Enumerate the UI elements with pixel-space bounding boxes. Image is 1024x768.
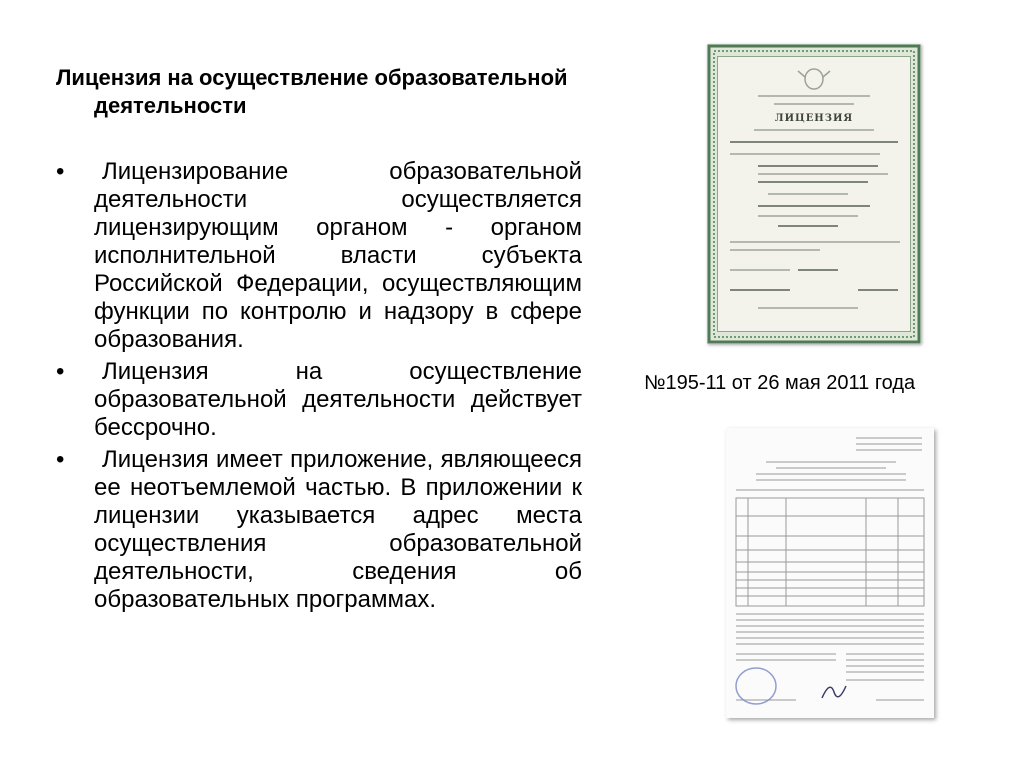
bullet-item <box>56 358 582 442</box>
stamp-icon <box>736 668 776 704</box>
bullet-item <box>56 446 582 614</box>
certificate-heading: ЛИЦЕНЗИЯ <box>774 113 854 124</box>
license-appendix-image <box>726 428 934 718</box>
slide-title: Лицензия на осуществление образовательной деятельности <box>56 65 568 118</box>
license-certificate-image <box>707 44 921 344</box>
bullet-marker: • <box>56 446 65 473</box>
bullet-marker: • <box>56 358 65 385</box>
bullet-text: Лицензия имеет приложение, являющееся ее неотъемлемой частью. В приложении к лицензии указывается адрес места осуществления образовательной деятельности, сведения об образовательных программах. <box>94 446 582 613</box>
bullet-text: Лицензия на осуществление образовательной деятельности действует бессрочно. <box>94 358 582 441</box>
signature-icon <box>822 686 846 698</box>
bullet-marker: • <box>56 158 65 185</box>
appendix-table-sketch <box>726 428 934 718</box>
bullet-text: Лицензирование образовательной деятельности осуществляется лицензирующим органом - органом исполнительной власти субъекта Российской Федерации, осуществляющим функции по контролю и надзору в сфере образования. <box>94 158 582 353</box>
certificate-paper <box>717 56 911 332</box>
license-number-caption: №195-11 от 26 мая 2011 года <box>644 372 916 394</box>
bullet-list <box>56 158 582 618</box>
bullet-item <box>56 158 582 354</box>
